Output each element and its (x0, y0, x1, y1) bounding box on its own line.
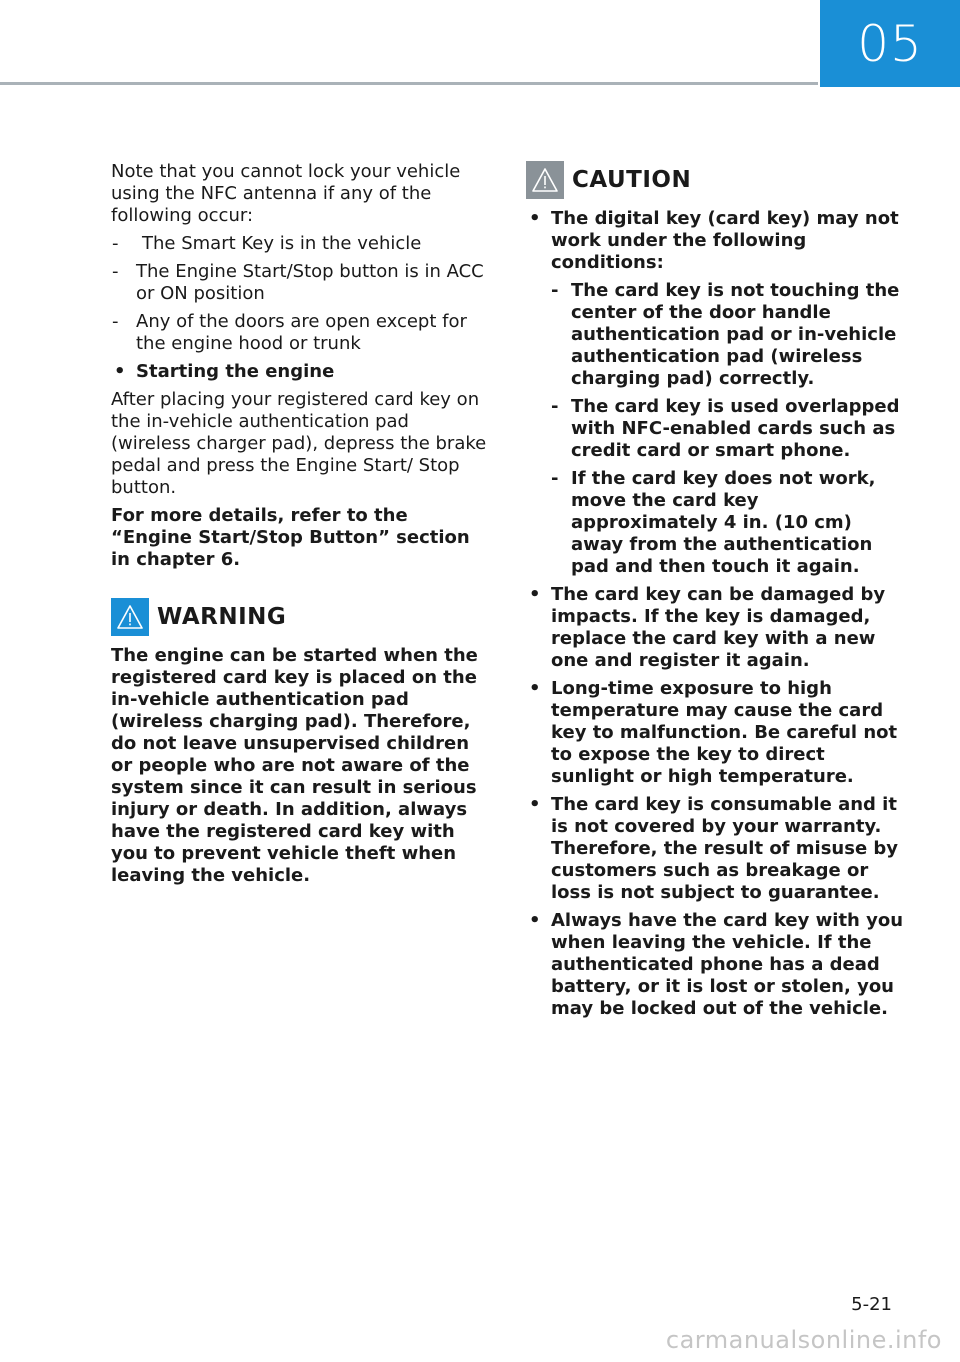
dash-list-item: - Any of the doors are open except for the engine hood or trunk (112, 311, 467, 354)
dash-list-item: - The Smart Key is in the vehicle (112, 233, 422, 254)
header-rule (0, 82, 818, 85)
caution-column (526, 160, 906, 1026)
intro-text: Note that you cannot lock your vehicle using the NFC antenna if any of the following occur: (111, 161, 461, 226)
caution-bullet: • The card key is consumable and it is not covered by your warranty. Therefore, the result of misuse by customers such as breakage or loss is not subject to guarantee. (529, 794, 899, 903)
chapter-tab: 05 (820, 0, 960, 87)
reference-text: For more details, refer to the “Engine Start/Stop Button” section in chapter 6. (111, 505, 470, 570)
caution-title: CAUTION (572, 167, 692, 193)
caution-sub-item: - The card key is used overlapped with NFC-enabled cards such as credit card or smart phone. (551, 396, 900, 461)
warning-title: WARNING (157, 604, 287, 630)
dash-list-item: - The Engine Start/Stop button is in ACC or ON position (112, 261, 484, 304)
left-column (111, 161, 489, 887)
caution-bullet: • Long-time exposure to high temperature may cause the card key to malfunction. Be careful not to expose the key to direct sunlight or high temperature. (529, 678, 898, 787)
caution-bullet: • The digital key (card key) may not work under the following conditions: - The card key is not touching the center of the door handle authentication pad or in-vehicle authentication pad (wireless charging pad) correctly. - The card key is used overlapped with NFC-enabled cards such as credit card or smart phone. - If the card key does not work, move the card key approximately 4 in. (10 cm) away from the authentication pad and then touch it again. (526, 208, 906, 578)
bullet-heading: • Starting the engine (114, 361, 335, 382)
warning-heading (111, 597, 489, 637)
warning-text: The engine can be started when the registered card key is placed on the in-vehicle authentication pad (wireless charging pad). Therefore, do not leave unsupervised children or people who are not aware of the system since it can result in serious injury or death. In addition, always have the registered card key with you to prevent vehicle theft when leaving the vehicle. (111, 645, 478, 886)
caution-bullet: • The card key can be damaged by impacts. If the key is damaged, replace the card key with a new one and register it again. (529, 584, 886, 671)
body-text: After placing your registered card key on the in-vehicle authentication pad (wireless charger pad), depress the brake pedal and press the Engine Start/ Stop button. (111, 389, 487, 498)
caution-heading (526, 160, 906, 200)
caution-triangle-icon (526, 161, 564, 199)
caution-bullet: • Always have the card key with you when leaving the vehicle. If the authenticated phone has a dead battery, or it is lost or stolen, you may be locked out of the vehicle. (529, 910, 904, 1019)
caution-sub-item: - The card key is not touching the center of the door handle authentication pad or in-vehicle authentication pad (wireless charging pad) correctly. (551, 280, 900, 389)
caution-sub-item: - If the card key does not work, move the card key approximately 4 in. (10 cm) away from the authentication pad and then touch it again. (551, 468, 876, 577)
watermark: carmanualsonline.info (665, 1326, 942, 1354)
page-number: 5-21 (851, 1294, 892, 1315)
warning-triangle-icon (111, 598, 149, 636)
